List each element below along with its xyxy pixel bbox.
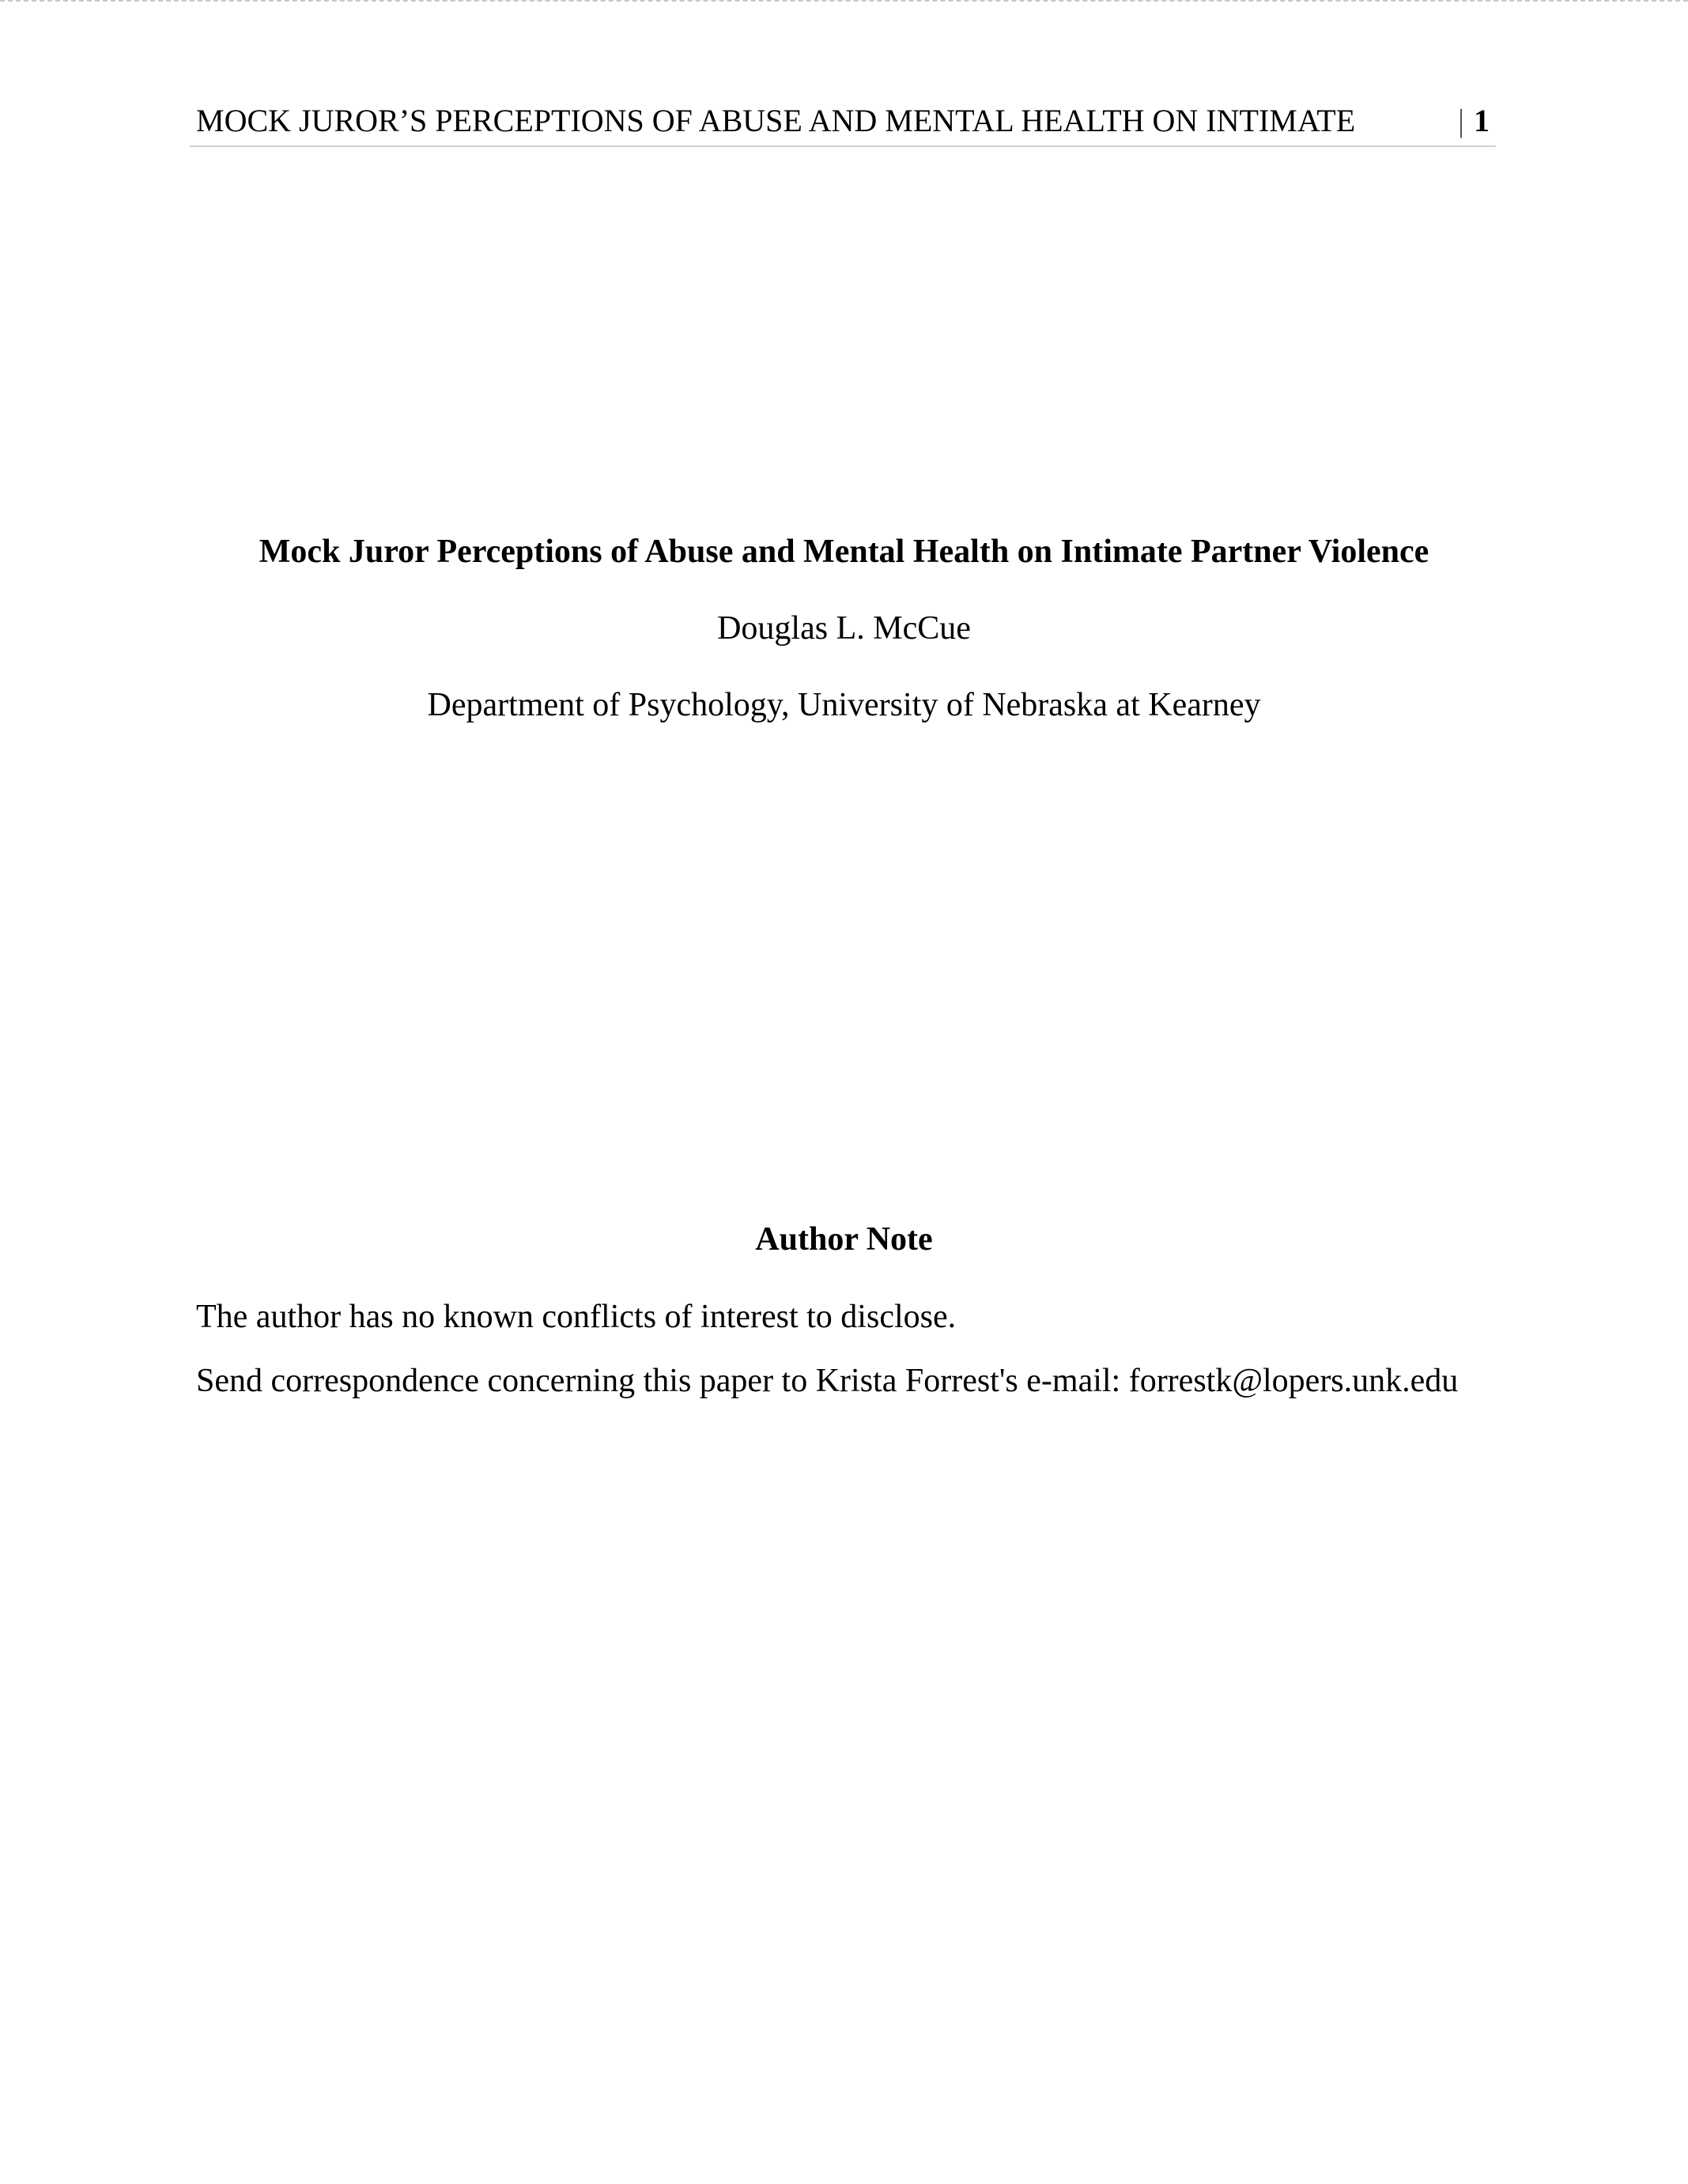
page-number: 1	[1474, 103, 1490, 138]
author-affiliation: Department of Psychology, University of Nebraska at Kearney	[427, 687, 1261, 723]
page-number-group	[1458, 96, 1490, 145]
author-note-conflicts: The author has no known conflicts of interest to disclose.	[196, 1299, 957, 1335]
author-name: Douglas L. McCue	[717, 610, 971, 647]
page-number-separator: |	[1457, 103, 1464, 138]
running-head: MOCK JUROR’S PERCEPTIONS OF ABUSE AND MENTAL HEALTH ON INTIMATE	[196, 103, 1356, 138]
paper-title: Mock Juror Perceptions of Abuse and Mental Health on Intimate Partner Violence	[259, 534, 1429, 570]
page-top-border	[0, 0, 1688, 2]
author-note-correspondence: Send correspondence concerning this paper to Krista Forrest's e-mail: forrestk@lopers.unk.edu	[196, 1363, 1459, 1399]
page-header	[190, 96, 1496, 147]
author-note-heading: Author Note	[755, 1221, 933, 1258]
